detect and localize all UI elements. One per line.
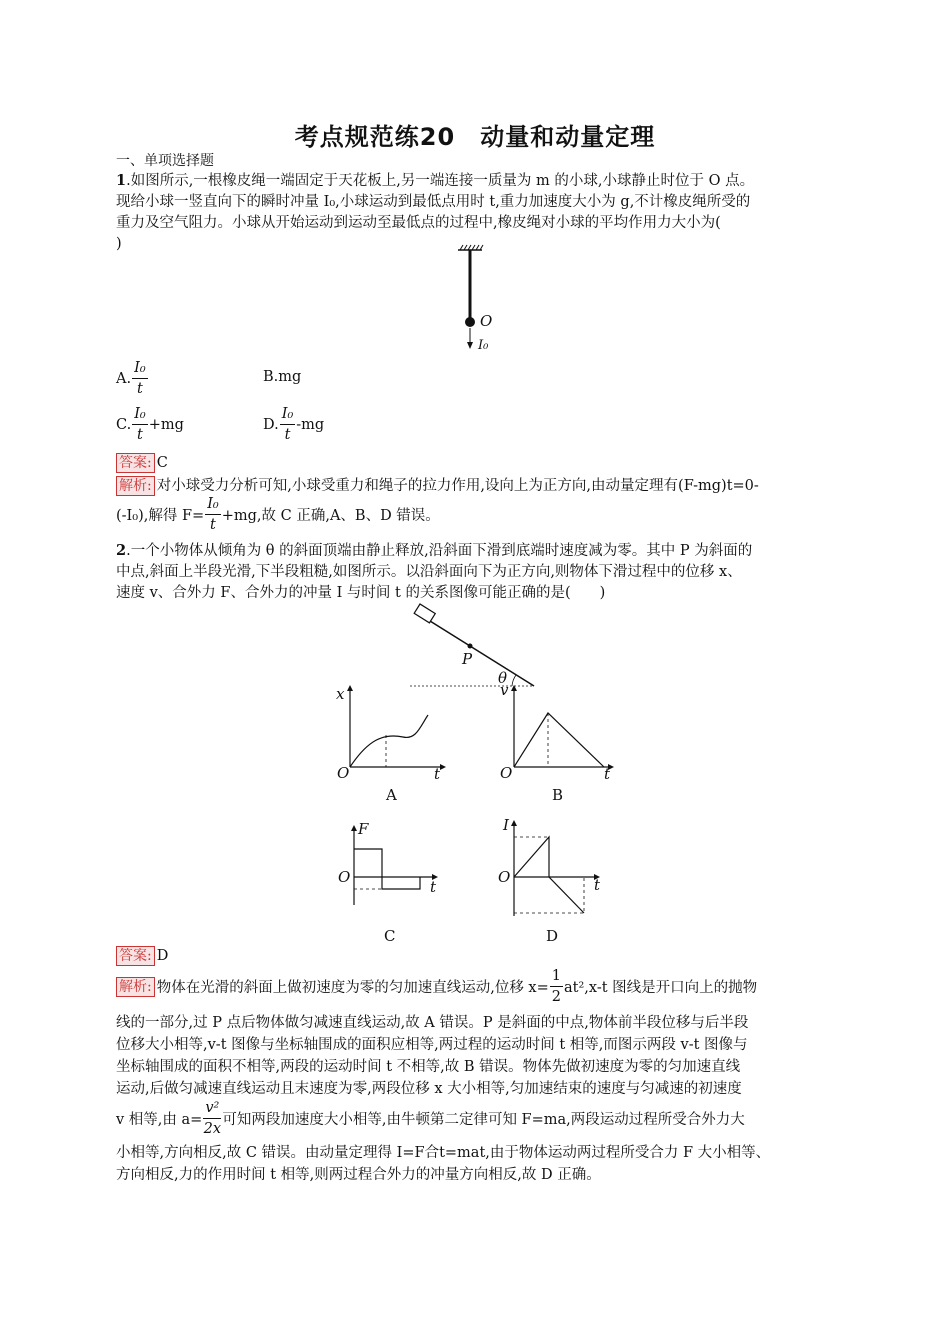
graph-d-origin: O xyxy=(498,868,511,886)
q2-analysis-line1: 解析: 物体在光滑的斜面上做初速度为零的匀加速直线运动,位移 x= $\frac{1}{2}$ at²,x-t 图线是开口向上的抛物 xyxy=(116,966,836,1007)
q2-stem: 2.一个小物体从倾角为 θ 的斜面顶端由静止释放,沿斜面下滑到底端时速度减为零。其中 P 为斜面的 中点,斜面上半段光滑,下半段粗糙,如图所示。以沿斜面向下为正方向,则物体下滑过程中的位移 x、 速度 v、合外力 F、合外力的冲量 I 与时间 t 的关系图像可能正确的是( ) xyxy=(116,542,753,601)
fraction: $\frac{\text{I₀}}{t}$ xyxy=(134,406,146,443)
graph-b xyxy=(512,685,622,775)
answer-tag: 答案: xyxy=(116,453,155,473)
q1-option-d[interactable]: D. $\frac{\text{I₀}}{t}$ -mg xyxy=(263,406,325,443)
graph-d-ylabel: I xyxy=(503,816,509,834)
label-O: O xyxy=(480,312,493,330)
fraction: $\frac{\text{I₀}}{t}$ xyxy=(281,406,294,443)
label-theta: θ xyxy=(498,669,508,687)
graph-a-caption: A xyxy=(386,786,397,804)
graph-b-xlabel: t xyxy=(604,765,611,783)
q1-option-c[interactable]: C. $\frac{\text{I₀}}{t}$ +mg xyxy=(116,406,184,443)
graph-d-caption: D xyxy=(546,927,559,945)
ball xyxy=(465,317,475,327)
page-title: 考点规范练20 动量和动量定理 xyxy=(294,123,656,151)
q1-analysis: 解析: 对小球受力分析可知,小球受重力和绳子的拉力作用,设向上为正方向,由动量定理有(F-mg)t=0- xyxy=(116,474,836,496)
graph-a-ylabel: x xyxy=(336,685,345,703)
section-heading: 一、单项选择题 xyxy=(116,153,214,169)
graph-c-xlabel: t xyxy=(430,878,437,896)
q2-analysis-line6: v 相等,由 a= $\frac{\text{v²}}{2x}$ 可知两段加速度大小相等,由牛顿第二定律可知 F=ma,两段运动过程所受合外力大 xyxy=(116,1100,745,1137)
graph-a xyxy=(348,685,448,775)
graph-b-origin: O xyxy=(500,764,513,782)
graph-a-origin: O xyxy=(337,764,350,782)
fraction: $\frac{\text{I₀}}{t}$ xyxy=(134,360,146,397)
q1-option-b[interactable]: B.mg xyxy=(263,369,302,385)
q1-analysis-line2: (-I₀),解得 F= $\frac{\text{I₀}}{t}$ +mg,故 C 正确,A、B、D 错误。 xyxy=(116,496,440,533)
block xyxy=(414,604,435,623)
q2-analysis-tail: 小相等,方向相反,故 C 错误。由动量定理得 I=F合t=mat,由于物体运动两过程所受合力 F 大小相等、 方向相反,力的作用时间 t 相等,则两过程合外力的冲量方向相反,故 D 正确。 xyxy=(116,1145,771,1183)
graph-c-ylabel: F xyxy=(358,820,369,838)
graph-a-xlabel: t xyxy=(434,765,441,783)
label-I0: I₀ xyxy=(478,338,489,353)
fraction: $\frac{\text{v²}}{2x}$ xyxy=(203,1100,222,1137)
graph-c xyxy=(352,825,462,915)
q1-option-a[interactable]: A. $\frac{\text{I₀}}{t}$ xyxy=(116,360,146,397)
q1-answer: 答案: C xyxy=(116,453,168,473)
graph-d xyxy=(512,820,622,920)
label-P: P xyxy=(462,650,473,668)
analysis-tag: 解析: xyxy=(116,977,155,997)
graph-d-xlabel: t xyxy=(594,876,601,894)
q2-number: 2 xyxy=(116,542,127,559)
point-P xyxy=(468,644,473,649)
graph-c-origin: O xyxy=(338,868,351,886)
graph-b-caption: B xyxy=(552,786,564,804)
q1-stem: 1.如图所示,一根橡皮绳一端固定于天花板上,另一端连接一质量为 m 的小球,小球静止时位于 O 点。 现给小球一竖直向下的瞬时冲量 I₀,小球运动到最低点用时 t,重力加速度大小为 g,不计橡皮绳所受的 重力及空气阻力。小球从开始运动到运动至最低点的过程中,橡皮绳对小球的平均作用力大小为( ) xyxy=(116,172,755,252)
fraction: $\frac{1}{2}$ xyxy=(551,968,561,1005)
q2-incline-figure xyxy=(410,600,550,690)
fraction: $\frac{\text{I₀}}{t}$ xyxy=(207,496,219,533)
answer-tag: 答案: xyxy=(116,946,155,966)
q2-analysis-body: 线的一部分,过 P 点后物体做匀减速直线运动,故 A 错误。P 是斜面的中点,物体前半段位移与后半段 位移大小相等,v-t 图像与坐标轴围成的面积应相等,两过程的运动时间 t 相等,而图示两段 v-t 图像与 坐标轴围成的面积不相等,两段的运动时间 t 不相等,故 B 错误。物体先做初速度为零的匀加速直线 运动,后做匀减速直线运动且末速度为零,两段位移 x 大小相等,匀加速结束的速度与匀减速的初速度 xyxy=(116,1015,749,1097)
analysis-tag: 解析: xyxy=(116,476,155,496)
q1-number: 1 xyxy=(116,172,127,189)
graph-c-caption: C xyxy=(384,927,396,945)
graph-b-ylabel: v xyxy=(500,681,509,699)
q2-answer: 答案: D xyxy=(116,946,168,966)
